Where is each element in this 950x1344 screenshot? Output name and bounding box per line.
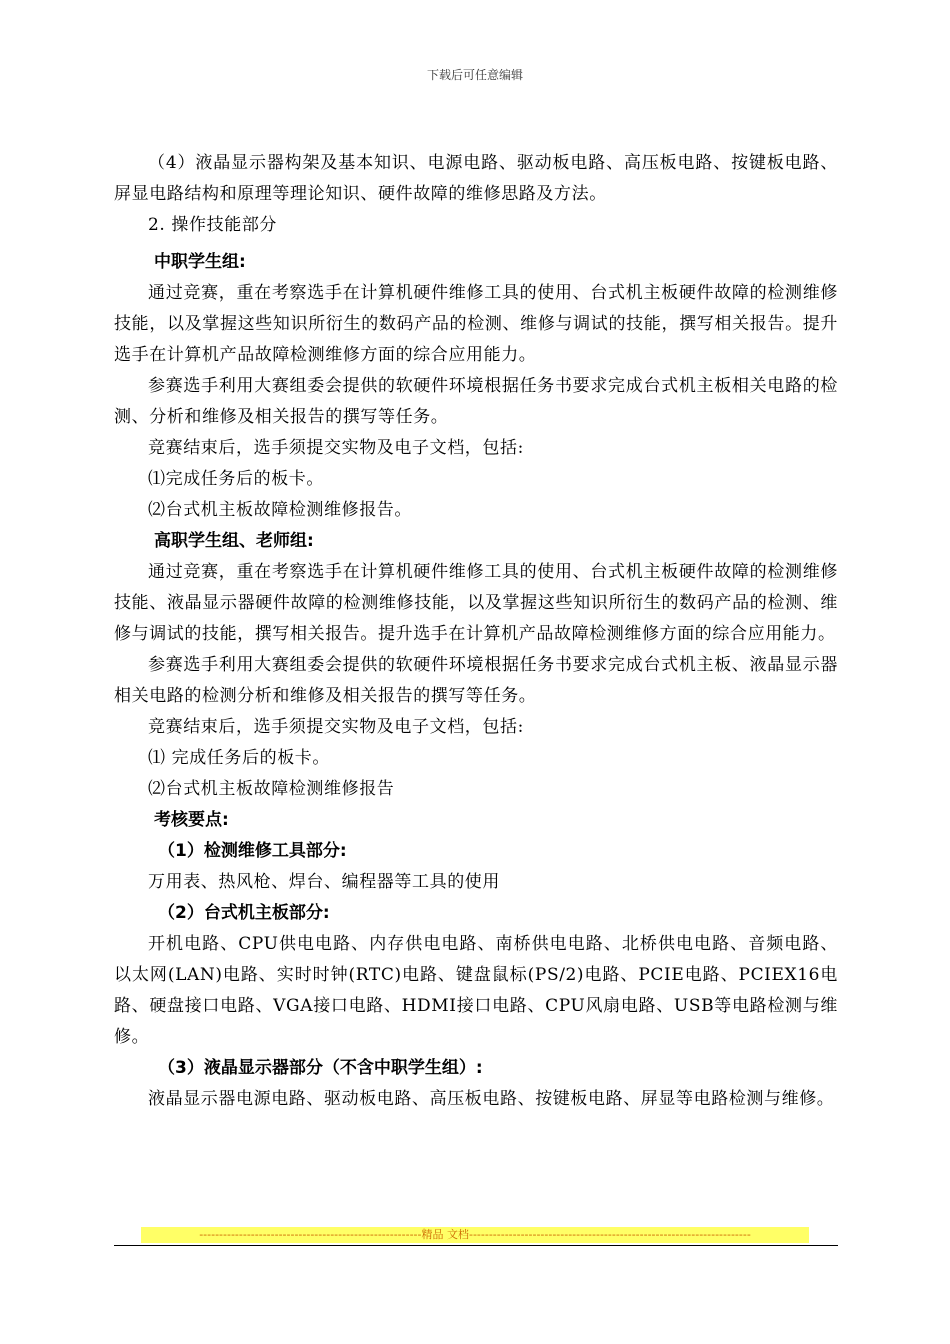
paragraph-zhongzhi-goal: 通过竞赛，重在考察选手在计算机硬件维修工具的使用、台式机主板硬件故障的检测维修技能，以及掌握这些知识所衍生的数码产品的检测、维修与调试的技能，撰写相关报告。提升选手在计算机产品故障检测维修方面的综合应用能力。 [114,283,838,365]
footer-highlight-text: --------------------------------------------------------精品 文档----------------------------------------------------------------------- [141,1227,809,1243]
heading-gaozhi-group: 高职学生组、老师组: [154,531,314,551]
heading-motherboard-section: （2）台式机主板部分: [158,903,330,923]
heading-tools-section: （1）检测维修工具部分: [158,841,347,861]
document-body [114,148,838,1115]
paragraph-gaozhi-submit: 竞赛结束后，选手须提交实物及电子文档，包括: [148,717,524,737]
list-item-zhongzhi-2: ⑵台式机主板故障检测维修报告。 [148,500,412,520]
heading-lcd-section: （3）液晶显示器部分（不含中职学生组）: [158,1058,483,1078]
heading-zhongzhi-group: 中职学生组: [154,252,246,272]
paragraph-zhongzhi-submit: 竞赛结束后，选手须提交实物及电子文档，包括: [148,438,524,458]
paragraph-gaozhi-goal: 通过竞赛，重在考察选手在计算机硬件维修工具的使用、台式机主板硬件故障的检测维修技能、液晶显示器硬件故障的检测维修技能，以及掌握这些知识所衍生的数码产品的检测、维修与调试的技能，撰写相关报告。提升选手在计算机产品故障检测维修方面的综合应用能力。 [114,562,838,644]
paragraph-intro: （4）液晶显示器构架及基本知识、电源电路、驱动板电路、高压板电路、按键板电路、屏显电路结构和原理等理论知识、硬件故障的维修思路及方法。 [114,153,838,204]
paragraph-tools: 万用表、热风枪、焊台、编程器等工具的使用 [148,872,500,892]
list-item-zhongzhi-1: ⑴完成任务后的板卡。 [148,469,324,489]
page-header: 下载后可任意编辑 [426,68,523,82]
paragraph-zhongzhi-task: 参赛选手利用大赛组委会提供的软硬件环境根据任务书要求完成台式机主板相关电路的检测、分析和维修及相关报告的撰写等任务。 [114,376,838,427]
paragraph-gaozhi-task: 参赛选手利用大赛组委会提供的软硬件环境根据任务书要求完成台式机主板、液晶显示器相关电路的检测分析和维修及相关报告的撰写等任务。 [114,655,838,706]
footer-divider [114,1245,838,1246]
list-item-gaozhi-1: ⑴ 完成任务后的板卡。 [148,748,331,768]
paragraph-lcd: 液晶显示器电源电路、驱动板电路、高压板电路、按键板电路、屏显等电路检测与维修。 [148,1089,835,1109]
list-item-gaozhi-2: ⑵台式机主板故障检测维修报告 [148,779,395,799]
section-heading-skills: 2. 操作技能部分 [148,215,278,235]
heading-assessment-points: 考核要点: [154,810,229,830]
paragraph-motherboard: 开机电路、CPU供电电路、内存供电电路、南桥供电电路、北桥供电电路、音频电路、以太网(LAN)电路、实时时钟(RTC)电路、键盘鼠标(PS/2)电路、PCIE电路、PCIEX16电路、硬盘接口电路、VGA接口电路、HDMI接口电路、CPU风扇电路、USB等电路检测与维修。 [114,934,838,1047]
